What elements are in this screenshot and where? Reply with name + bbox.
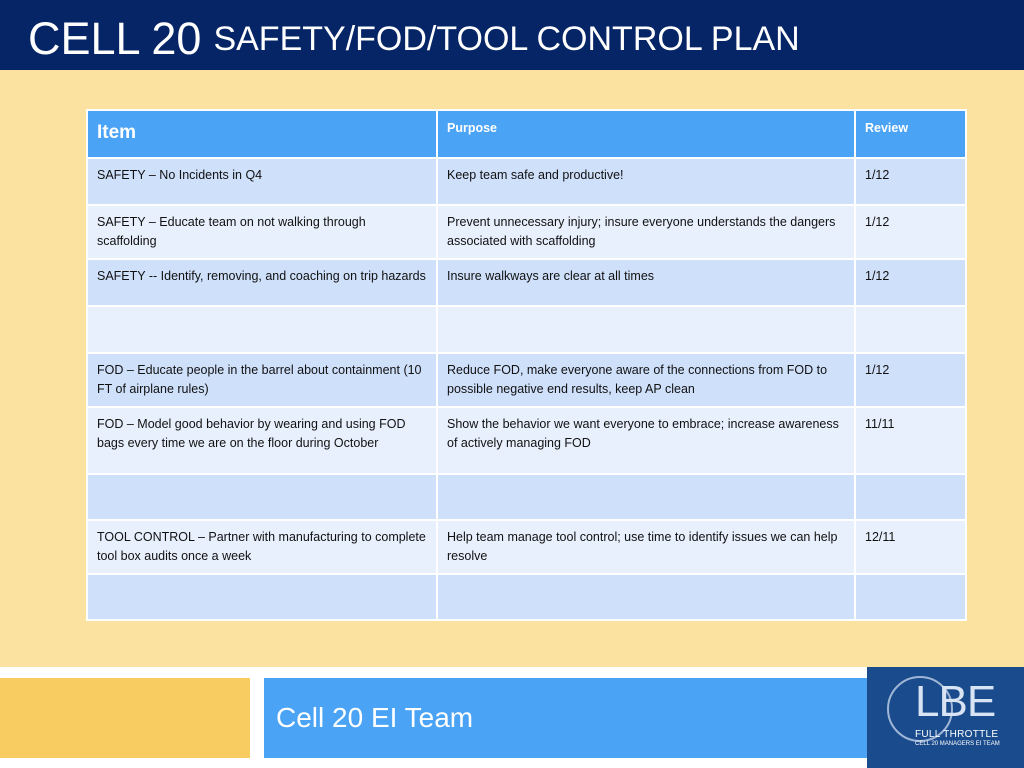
- table-row: [87, 353, 966, 407]
- cell-purpose: [437, 574, 855, 620]
- slide-title-main: CELL 20: [28, 13, 202, 64]
- table-row: [87, 574, 966, 620]
- cell-item: [87, 306, 437, 353]
- table-row: [87, 474, 966, 520]
- plan-table: [86, 109, 967, 621]
- table-header-row: [87, 110, 966, 158]
- cell-review: [855, 306, 966, 353]
- table-row: [87, 407, 966, 474]
- cell-review: [855, 574, 966, 620]
- cell-purpose: Help team manage tool control; use time to identify issues we can help resolve: [437, 520, 855, 574]
- cell-review: 1/12: [855, 158, 966, 205]
- lbe-logo: [867, 667, 1024, 768]
- cell-review: 1/12: [855, 259, 966, 306]
- cell-review: 11/11: [855, 407, 966, 474]
- cell-item: [87, 474, 437, 520]
- cell-purpose: Prevent unnecessary injury; insure everyone understands the dangers associated with scaffolding: [437, 205, 855, 259]
- logo-tagline: FULL THROTTLE: [915, 729, 999, 740]
- table-row: [87, 259, 966, 306]
- cell-item: FOD – Model good behavior by wearing and using FOD bags every time we are on the floor during October: [87, 407, 437, 474]
- cell-review: 1/12: [855, 205, 966, 259]
- table-row: [87, 520, 966, 574]
- cell-purpose: Keep team safe and productive!: [437, 158, 855, 205]
- cell-purpose: [437, 474, 855, 520]
- header-purpose: Purpose: [437, 110, 855, 158]
- plan-table-container: [86, 109, 965, 621]
- footer-accent-block: [0, 678, 250, 758]
- title-bar: [0, 0, 1024, 70]
- cell-item: [87, 574, 437, 620]
- cell-purpose: Reduce FOD, make everyone aware of the connections from FOD to possible negative end results, keep AP clean: [437, 353, 855, 407]
- cell-item: SAFETY – Educate team on not walking through scaffolding: [87, 205, 437, 259]
- cell-purpose: Insure walkways are clear at all times: [437, 259, 855, 306]
- table-row: [87, 158, 966, 205]
- cell-item: FOD – Educate people in the barrel about containment (10 FT of airplane rules): [87, 353, 437, 407]
- cell-review: 12/11: [855, 520, 966, 574]
- cell-item: SAFETY -- Identify, removing, and coaching on trip hazards: [87, 259, 437, 306]
- cell-item: TOOL CONTROL – Partner with manufacturing to complete tool box audits once a week: [87, 520, 437, 574]
- cell-purpose: Show the behavior we want everyone to embrace; increase awareness of actively managing FOD: [437, 407, 855, 474]
- cell-purpose: [437, 306, 855, 353]
- logo-mark: LBE: [915, 677, 996, 726]
- table-row: [87, 306, 966, 353]
- footer-bar: [264, 678, 867, 758]
- header-review: Review: [855, 110, 966, 158]
- cell-review: 1/12: [855, 353, 966, 407]
- slide-title-sub: SAFETY/FOD/TOOL CONTROL PLAN: [213, 20, 800, 58]
- table-row: [87, 205, 966, 259]
- footer-team-name: Cell 20 EI Team: [276, 702, 474, 733]
- header-item: Item: [87, 110, 437, 158]
- cell-review: [855, 474, 966, 520]
- cell-item: SAFETY – No Incidents in Q4: [87, 158, 437, 205]
- logo-subtagline: CELL 20 MANAGERS EI TEAM: [915, 741, 1000, 747]
